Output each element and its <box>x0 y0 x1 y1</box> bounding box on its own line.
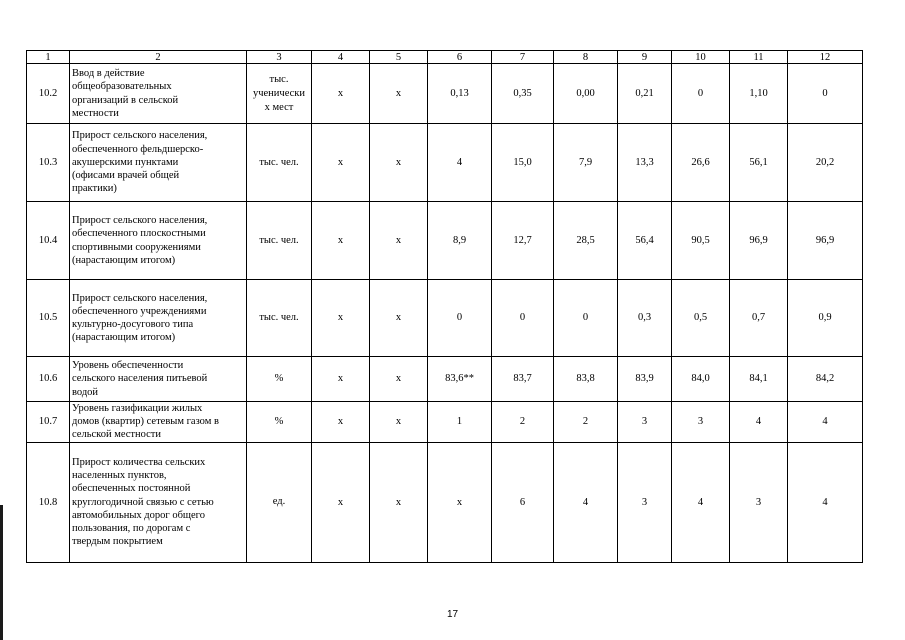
value-cell: х <box>370 124 428 202</box>
column-number: 6 <box>428 51 492 64</box>
value-cell: 13,3 <box>618 124 672 202</box>
unit-cell <box>247 280 312 357</box>
column-number: 3 <box>247 51 312 64</box>
value-cell: 4 <box>730 402 788 443</box>
value-cell: 4 <box>554 442 618 562</box>
description-line: местности <box>72 107 119 119</box>
row-number: 10.7 <box>27 402 70 443</box>
column-number-row <box>27 51 863 64</box>
value-cell: х <box>312 442 370 562</box>
value-cell: 1,10 <box>730 64 788 124</box>
unit-line: ед. <box>272 496 286 508</box>
row-number: 10.4 <box>27 202 70 280</box>
value-cell: 3 <box>618 402 672 443</box>
value-cell: х <box>370 402 428 443</box>
value-cell: 7,9 <box>554 124 618 202</box>
description-line: Прирост сельского населения, <box>72 130 208 142</box>
description-line: практики) <box>72 183 117 195</box>
description-line: обеспеченного учреждениями <box>72 305 207 317</box>
description-line: спортивными сооружениями <box>72 241 201 253</box>
value-cell: 0 <box>554 280 618 357</box>
description-line: обеспеченного плоскостными <box>72 228 206 240</box>
description-line: круглогодичной связью с сетью <box>72 496 214 508</box>
table-row <box>27 357 863 402</box>
value-cell: х <box>312 124 370 202</box>
description-line: домов (квартир) сетевым газом в <box>72 416 219 428</box>
value-cell: 0,00 <box>554 64 618 124</box>
value-cell: 3 <box>618 442 672 562</box>
table-row <box>27 64 863 124</box>
description-line: Ввод в действие <box>72 68 145 80</box>
value-cell: 96,9 <box>730 202 788 280</box>
value-cell: 6 <box>492 442 554 562</box>
description-line: пользования, по дорогам с <box>72 522 191 534</box>
column-number: 12 <box>788 51 863 64</box>
value-cell: 3 <box>672 402 730 443</box>
description-line: сельской местности <box>72 429 162 441</box>
unit-line: % <box>274 373 284 384</box>
value-cell: 1 <box>428 402 492 443</box>
indicator-description <box>70 280 247 357</box>
column-number: 7 <box>492 51 554 64</box>
value-cell: 83,6** <box>428 357 492 402</box>
description-line: Прирост сельского населения, <box>72 215 208 227</box>
description-line: Прирост количества сельских <box>72 456 206 468</box>
row-number: 10.2 <box>27 64 70 124</box>
value-cell: 4 <box>788 442 863 562</box>
unit-cell <box>247 64 312 124</box>
value-cell: 83,7 <box>492 357 554 402</box>
indicator-description <box>70 402 247 443</box>
unit-cell <box>247 442 312 562</box>
value-cell: х <box>312 202 370 280</box>
table-body <box>27 51 863 563</box>
indicator-description <box>70 64 247 124</box>
value-cell: 0 <box>492 280 554 357</box>
row-number: 10.6 <box>27 357 70 402</box>
value-cell: х <box>312 402 370 443</box>
description-line: обеспеченных постоянной <box>72 483 191 495</box>
unit-line: тыс. <box>269 73 289 85</box>
description-line: населенных пунктов, <box>72 470 167 482</box>
unit-cell <box>247 202 312 280</box>
unit-line: тыс. чел. <box>259 312 299 323</box>
column-number: 4 <box>312 51 370 64</box>
indicator-table <box>26 50 863 563</box>
column-number: 8 <box>554 51 618 64</box>
value-cell: 8,9 <box>428 202 492 280</box>
value-cell: 56,1 <box>730 124 788 202</box>
value-cell: 4 <box>672 442 730 562</box>
value-cell: х <box>370 64 428 124</box>
indicator-description <box>70 124 247 202</box>
value-cell: 0,35 <box>492 64 554 124</box>
unit-cell <box>247 124 312 202</box>
value-cell: 0,3 <box>618 280 672 357</box>
description-line: Уровень газификации жилых <box>72 403 203 414</box>
page-number: 17 <box>446 609 459 620</box>
indicator-description <box>70 357 247 402</box>
row-number: 10.3 <box>27 124 70 202</box>
description-line: общеобразовательных <box>72 81 172 93</box>
row-number: 10.5 <box>27 280 70 357</box>
value-cell: х <box>312 357 370 402</box>
value-cell: 0 <box>672 64 730 124</box>
value-cell: 90,5 <box>672 202 730 280</box>
column-number: 9 <box>618 51 672 64</box>
indicator-description <box>70 442 247 562</box>
table-row <box>27 442 863 562</box>
value-cell: 28,5 <box>554 202 618 280</box>
table-row <box>27 124 863 202</box>
description-line: сельского населения питьевой <box>72 373 208 385</box>
value-cell: 0,9 <box>788 280 863 357</box>
value-cell: 4 <box>788 402 863 443</box>
value-cell: 0,21 <box>618 64 672 124</box>
column-number: 11 <box>730 51 788 64</box>
value-cell: х <box>370 202 428 280</box>
value-cell: 83,8 <box>554 357 618 402</box>
column-number: 5 <box>370 51 428 64</box>
description-line: (офисами врачей общей <box>72 170 180 182</box>
column-number: 1 <box>27 51 70 64</box>
unit-line: тыс. чел. <box>259 234 299 246</box>
value-cell: х <box>428 442 492 562</box>
value-cell: 83,9 <box>618 357 672 402</box>
description-line: культурно-досугового типа <box>72 319 194 330</box>
description-line: обеспеченного фельдшерско- <box>72 143 204 155</box>
description-line: автомобильных дорог общего <box>72 509 205 521</box>
value-cell: 0,13 <box>428 64 492 124</box>
value-cell: 15,0 <box>492 124 554 202</box>
value-cell: 56,4 <box>618 202 672 280</box>
description-line: акушерскими пунктами <box>72 156 179 168</box>
table-row <box>27 202 863 280</box>
description-line: организаций в сельской <box>72 94 179 106</box>
value-cell: 4 <box>428 124 492 202</box>
column-number: 10 <box>672 51 730 64</box>
value-cell: х <box>370 280 428 357</box>
description-line: Уровень обеспеченности <box>72 360 184 372</box>
description-line: (нарастающим итогом) <box>72 254 176 266</box>
value-cell: 84,1 <box>730 357 788 402</box>
table-row <box>27 402 863 443</box>
unit-line: ученически <box>252 87 305 99</box>
value-cell: 20,2 <box>788 124 863 202</box>
indicator-description <box>70 202 247 280</box>
description-line: твердым покрытием <box>72 536 163 548</box>
unit-cell <box>247 402 312 443</box>
unit-line: х мест <box>264 101 294 113</box>
unit-line: % <box>274 415 284 427</box>
value-cell: 84,2 <box>788 357 863 402</box>
value-cell: 0 <box>428 280 492 357</box>
unit-line: тыс. чел. <box>259 156 299 168</box>
value-cell: 2 <box>492 402 554 443</box>
value-cell: 0 <box>788 64 863 124</box>
table-row <box>27 280 863 357</box>
value-cell: х <box>370 357 428 402</box>
unit-cell <box>247 357 312 402</box>
value-cell: 84,0 <box>672 357 730 402</box>
value-cell: 3 <box>730 442 788 562</box>
value-cell: 26,6 <box>672 124 730 202</box>
description-line: Прирост сельского населения, <box>72 292 208 304</box>
value-cell: 2 <box>554 402 618 443</box>
description-line: водой <box>72 386 99 398</box>
value-cell: х <box>312 64 370 124</box>
value-cell: 0,5 <box>672 280 730 357</box>
value-cell: х <box>370 442 428 562</box>
description-line: (нарастающим итогом) <box>72 332 176 344</box>
value-cell: 0,7 <box>730 280 788 357</box>
value-cell: 96,9 <box>788 202 863 280</box>
value-cell: 12,7 <box>492 202 554 280</box>
column-number: 2 <box>70 51 247 64</box>
row-number: 10.8 <box>27 442 70 562</box>
value-cell: х <box>312 280 370 357</box>
